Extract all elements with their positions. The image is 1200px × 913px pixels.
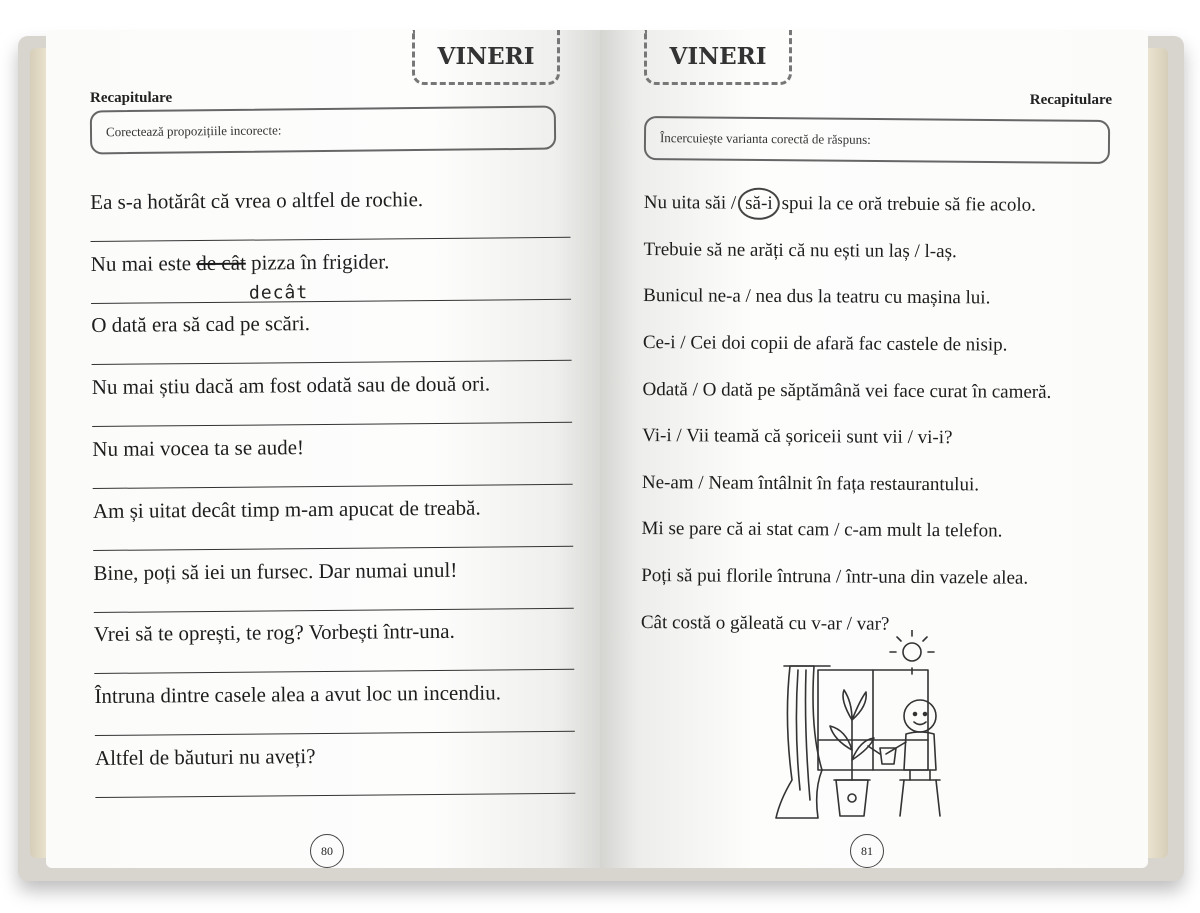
day-tab: VINERI [412,30,560,85]
question-text: Bunicul ne-a / nea dus la teatru cu mașina lui. [643,285,991,309]
sentence-text: Ea s-a hotărât că vrea o altfel de rochie. [90,186,424,214]
exercise-row[interactable] [92,361,573,427]
sentence-text: Întruna dintre casele alea a avut loc un incendiu. [94,680,501,709]
question-text: Poți să pui florile întruna / într-una din vazele alea. [641,565,1029,589]
question-text: Odată / O dată pe săptămână vei face curat în cameră. [642,378,1052,403]
sentence-text: Am și uitat decât timp m-am apucat de treabă. [92,495,481,523]
instruction-box [644,116,1110,164]
section-title: Recapitulare [90,90,173,106]
instruction-text: Încercuiește varianta corectă de răspuns: [659,130,871,147]
exercise-row[interactable] [92,423,573,489]
sentence-text: Altfel de băuturi nu aveți? [94,744,316,770]
question-row[interactable] [641,553,1121,603]
question-row[interactable] [644,180,1124,230]
page-edges-right [1148,48,1168,858]
sentence-part: pizza în frigider. [245,248,390,275]
page-number: 81 [850,834,884,868]
question-row[interactable] [641,506,1121,556]
sentence-text: Nu mai știu dacă am fost odată sau de două ori. [91,371,491,400]
exercise-row[interactable] [93,485,574,551]
question-part: Nu uita săi / [643,192,737,214]
exercise-row[interactable] [94,608,575,674]
question-row[interactable] [643,320,1123,370]
exercise-row[interactable] [91,299,572,365]
handwritten-correction: decât [248,281,309,304]
right-page [600,30,1148,868]
question-row[interactable] [642,366,1122,416]
question-text: Vi-i / Vii teamă că șoriceii sunt vii / vi-i? [642,425,953,449]
exercise-row[interactable] [95,732,576,798]
sentence-text [91,249,390,277]
question-text: Mi se pare că ai stat cam / c-am mult la telefon. [641,518,1003,542]
question-text: Ne-am / Neam întâlnit în fața restaurantului. [641,471,980,496]
sentence-text: Nu mai vocea ta se aude! [92,435,305,461]
instruction-text: Corectează propozițiile incorecte: [105,122,282,140]
exercise-lines [90,176,575,798]
question-text: Ce-i / Cei doi copii de afară fac castele de nisip. [642,332,1008,356]
question-text: Cât costă o găleată cu v-ar / var? [640,611,890,635]
question-part: spui la ce oră trebuie să fie acolo. [781,193,1036,217]
exercise-row[interactable] [93,547,574,613]
question-row[interactable] [643,227,1123,277]
exercise-row[interactable] [90,176,571,242]
exercise-row[interactable] [91,238,572,304]
section-title: Recapitulare [1029,92,1112,108]
child-watering-flower-icon [770,630,970,820]
left-page [46,30,600,868]
question-row[interactable] [642,460,1122,510]
day-tab: VINERI [644,30,792,85]
question-row[interactable] [643,273,1123,323]
page-number: 80 [310,834,344,868]
question-text: Trebuie să ne arăți că nu ești un laș / l-aș. [643,238,957,263]
circled-answer[interactable]: să-i [738,188,780,220]
question-list [641,180,1124,649]
instruction-box [90,106,556,155]
sentence-text: Bine, poți să iei un fursec. Dar numai unul! [93,557,458,585]
sentence-text: O dată era să cad pe scări. [91,311,310,338]
question-row[interactable] [642,413,1122,463]
exercise-row[interactable] [94,670,575,736]
sentence-part: Nu mai este [90,250,197,276]
sentence-text: Vrei să te oprești, te rog? Vorbești într-una. [93,619,455,647]
struck-word: de cât [196,250,246,275]
